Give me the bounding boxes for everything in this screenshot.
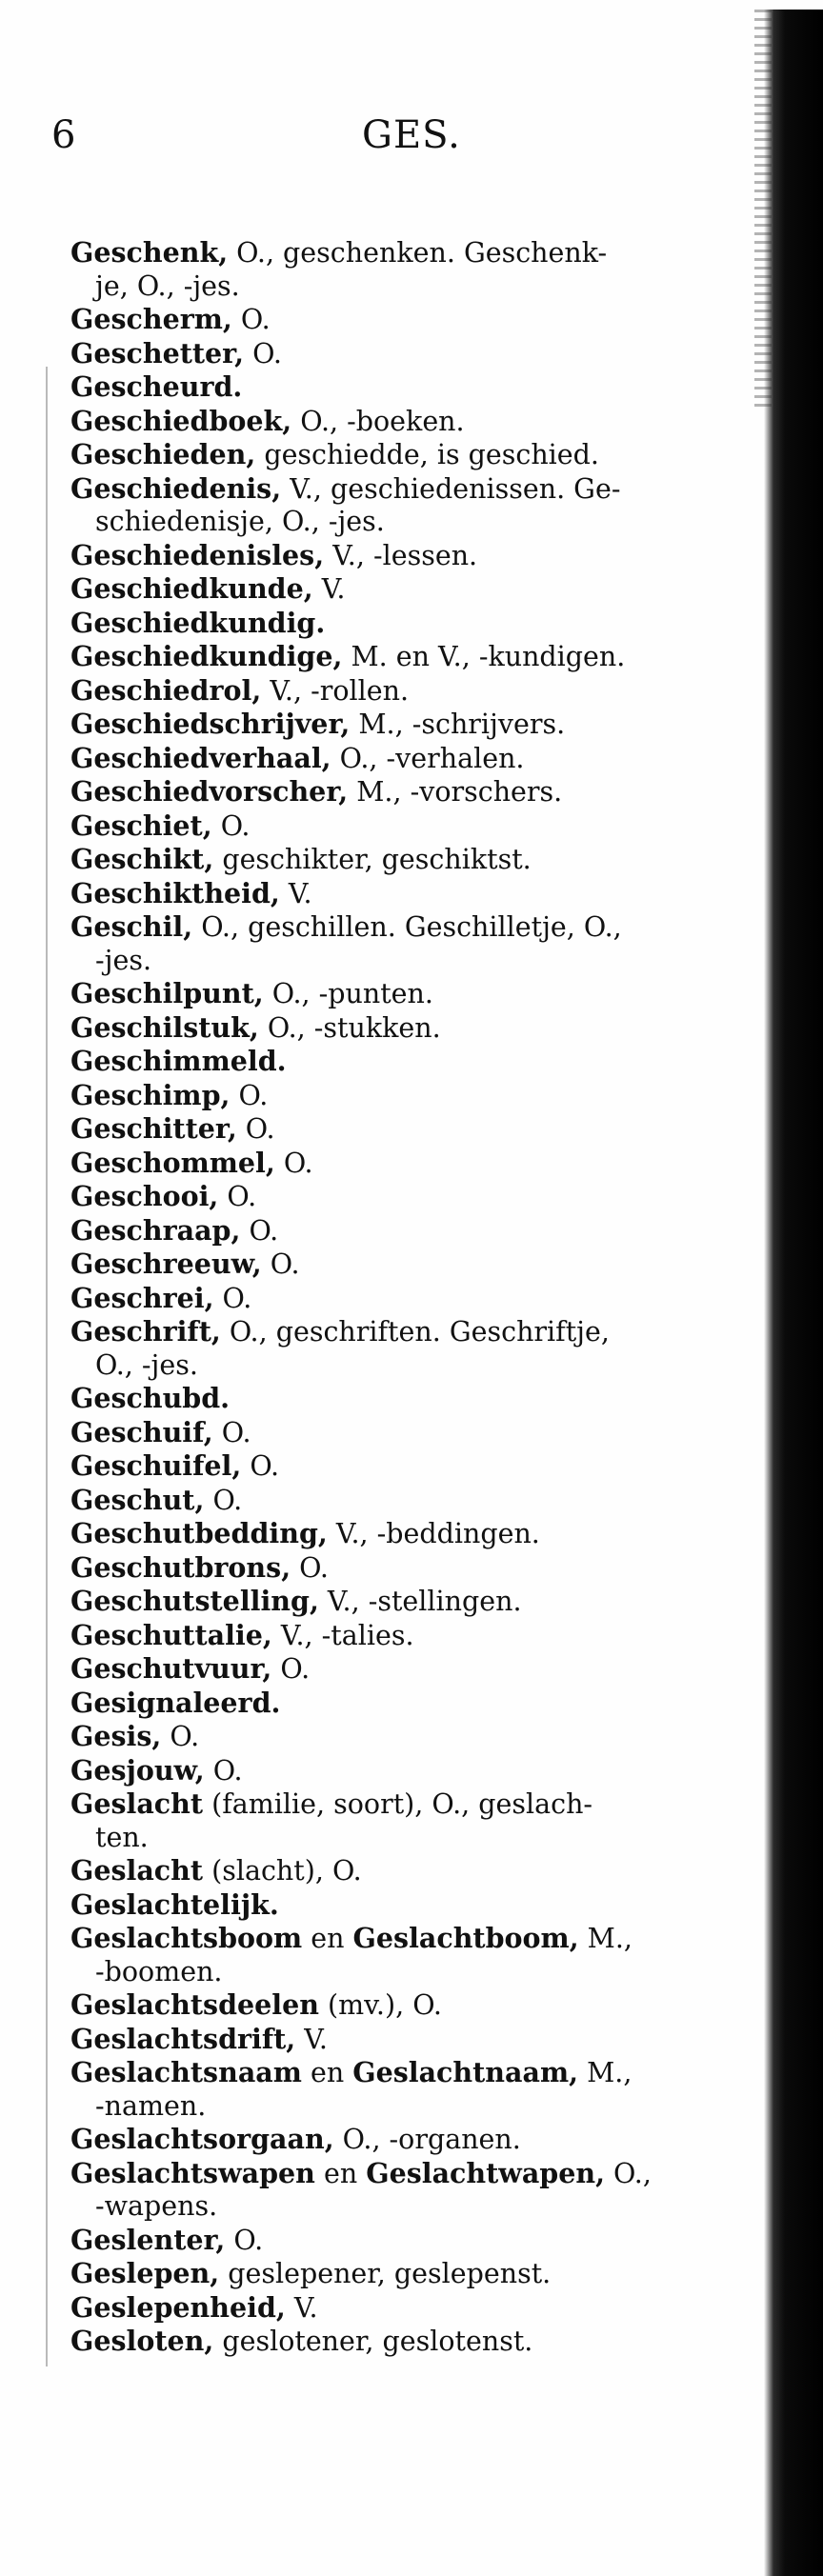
- dictionary-entry: [70, 1315, 756, 1349]
- headword: Geschikt,: [70, 843, 214, 875]
- entry-grammar: O.: [291, 1551, 329, 1584]
- dictionary-entry: [70, 1687, 756, 1721]
- dictionary-entry: [70, 977, 756, 1011]
- entry-grammar: O.: [211, 809, 251, 842]
- headword: Geslachtsdeelen: [70, 1988, 319, 2021]
- headword: Geslachtswapen: [70, 2156, 315, 2189]
- headword: Geslacht: [70, 1787, 204, 1820]
- dictionary-entry: [70, 405, 756, 439]
- headword: Geschil,: [70, 910, 193, 943]
- dictionary-entry: [70, 1922, 756, 1956]
- entry-continuation: [70, 1349, 756, 1383]
- entry-grammar: V., geschiedenissen. Ge-: [281, 472, 621, 505]
- entry-grammar: O.: [231, 304, 271, 335]
- entry-grammar: V., -talies.: [271, 1619, 414, 1651]
- entry-grammar: O., -boeken.: [291, 405, 465, 437]
- headword: Geschenk,: [70, 236, 229, 269]
- entry-continuation: [70, 506, 756, 539]
- entry-grammar: M.,: [578, 1923, 632, 1954]
- entry-grammar: M., -schrijvers.: [350, 709, 566, 740]
- dictionary-entry: [70, 1147, 756, 1181]
- headword: Geslachtelijk.: [70, 1887, 279, 1921]
- margin-line: [46, 367, 48, 2366]
- headword: Geschimmeld.: [70, 1045, 287, 1077]
- entry-continuation: [70, 270, 756, 304]
- entry-grammar: O.: [204, 1754, 243, 1787]
- entry-grammar: O., geschillen. Geschilletje, O.,: [192, 911, 622, 943]
- dictionary-entry: [70, 1585, 756, 1619]
- entry-list: [70, 236, 756, 2359]
- headword: Geschreeuw,: [70, 1248, 262, 1280]
- dictionary-entry: [70, 2291, 756, 2326]
- entry-continuation: [70, 2190, 756, 2224]
- headword: Gesloten,: [70, 2325, 214, 2357]
- dictionary-entry: [70, 1888, 756, 1923]
- entry-grammar: en: [302, 1923, 353, 1954]
- headword: Geschiedkunde,: [70, 572, 313, 605]
- entry-grammar: O.: [218, 1181, 257, 1212]
- continuation-text: -jes.: [95, 944, 152, 976]
- dictionary-entry: [70, 2257, 756, 2291]
- headword: Geschiedenisles,: [70, 538, 325, 571]
- entry-grammar: M. en V., -kundigen.: [342, 641, 626, 672]
- entry-grammar: en: [314, 2157, 367, 2189]
- entry-grammar: O.: [204, 1484, 243, 1516]
- entry-grammar: O., geschriften. Geschriftje,: [220, 1316, 610, 1348]
- entry-grammar: (familie, soort), O., geslach-: [203, 1788, 593, 1820]
- dictionary-entry: [70, 303, 756, 337]
- headword: Geschuifel,: [70, 1449, 242, 1482]
- binding-shadow: [754, 10, 772, 409]
- entry-grammar: O.: [240, 1214, 279, 1247]
- headword: Geslenter,: [70, 2223, 226, 2256]
- dictionary-entry: [70, 2123, 756, 2157]
- headword: Geschooi,: [70, 1180, 219, 1212]
- headword: Geschetter,: [70, 336, 245, 369]
- headword: Geschommel,: [70, 1146, 275, 1179]
- headword: Gescherm,: [70, 303, 232, 335]
- entry-grammar: geschiedde, is geschied.: [255, 439, 599, 470]
- dictionary-entry: [70, 843, 756, 877]
- dictionary-entry: [70, 1045, 756, 1079]
- entry-grammar: O.: [236, 1113, 275, 1145]
- dictionary-entry: [70, 1214, 756, 1248]
- entry-grammar: O.: [212, 1416, 251, 1448]
- headword: Geschuif,: [70, 1415, 213, 1448]
- entry-grammar: O.: [274, 1147, 313, 1179]
- headword: Geschutstelling,: [70, 1585, 319, 1617]
- entry-grammar: V.: [312, 573, 346, 605]
- entry-grammar: geschikter, geschiktst.: [213, 844, 532, 875]
- headword: Geschrei,: [70, 1281, 214, 1314]
- dictionary-entry: [70, 337, 756, 371]
- continuation-text: je, O., -jes.: [95, 270, 240, 302]
- headword: Geschilstuk,: [70, 1010, 259, 1044]
- headword: Geschuttalie,: [70, 1618, 272, 1651]
- dictionary-entry: [70, 2023, 756, 2057]
- headword: Geslepenheid,: [70, 2290, 286, 2324]
- dictionary-entry: [70, 1720, 756, 1754]
- dictionary-entry: [70, 674, 756, 709]
- dictionary-entry: [70, 2224, 756, 2258]
- running-head: GES.: [362, 113, 461, 157]
- dictionary-entry: [70, 438, 756, 472]
- dictionary-entry: [70, 1180, 756, 1214]
- dictionary-entry: [70, 1787, 756, 1822]
- dictionary-entry: [70, 742, 756, 776]
- headword: Gesignaleerd.: [70, 1686, 281, 1719]
- entry-grammar: O.,: [605, 2157, 652, 2189]
- dictionary-entry: [70, 1754, 756, 1788]
- entry-grammar: (slacht), O.: [203, 1855, 362, 1887]
- entry-grammar: geslepener, geslepenst.: [219, 2258, 552, 2289]
- continuation-text: -wapens.: [95, 2190, 218, 2222]
- dictionary-entry: [70, 1282, 756, 1316]
- headword: Geschrift,: [70, 1315, 221, 1348]
- headword: Geschieden,: [70, 438, 256, 470]
- headword: Gescheurd.: [70, 370, 243, 403]
- entry-grammar: V.: [295, 2023, 328, 2055]
- headword: Geschut,: [70, 1483, 205, 1516]
- entry-grammar: en: [301, 2057, 353, 2088]
- dictionary-entry: [70, 1652, 756, 1687]
- entry-grammar: (mv.), O.: [318, 1989, 442, 2021]
- headword: Geschilpunt,: [70, 977, 264, 1009]
- entry-grammar: O., -verhalen.: [331, 742, 525, 774]
- entry-grammar: V., -lessen.: [324, 539, 478, 571]
- headword: Geschiktheid,: [70, 876, 280, 909]
- dictionary-entry: [70, 1988, 756, 2023]
- entry-continuation: [70, 1956, 756, 1989]
- continuation-text: schiedenisje, O., -jes.: [95, 506, 385, 537]
- continuation-text: O., -jes.: [95, 1348, 198, 1381]
- entry-grammar: O., -stukken.: [258, 1011, 441, 1044]
- entry-grammar: V.: [279, 877, 312, 909]
- dictionary-entry: [70, 1112, 756, 1147]
- continuation-text: -namen.: [95, 2089, 207, 2122]
- dictionary-entry: [70, 572, 756, 607]
- dictionary-entry: [70, 2157, 756, 2191]
- entry-grammar: V., -beddingen.: [327, 1518, 540, 1549]
- binding-edge: [764, 10, 823, 2576]
- headword: Geslachtsorgaan,: [70, 2123, 334, 2155]
- headword: Geslachtsdrift,: [70, 2022, 296, 2055]
- dictionary-entry: [70, 809, 756, 844]
- entry-grammar: O., geschenken. Geschenk-: [228, 237, 608, 269]
- entry-grammar: O.: [244, 337, 282, 369]
- headword: Gesis,: [70, 1720, 162, 1752]
- headword: Geschiedkundig.: [70, 606, 326, 639]
- entry-grammar: O.: [213, 1282, 252, 1314]
- dictionary-entry: [70, 1079, 756, 1113]
- headword: Geschiedkundige,: [70, 640, 343, 672]
- entry-grammar: O.: [161, 1721, 200, 1752]
- entry-grammar: O., -punten.: [263, 978, 433, 1009]
- dictionary-entry: [70, 1416, 756, 1450]
- dictionary-entry: [70, 1551, 756, 1586]
- dictionary-entry: [70, 1854, 756, 1888]
- headword-variant: Geslachtnaam,: [352, 2056, 579, 2088]
- headword-variant: Geslachtwapen,: [366, 2156, 605, 2189]
- entry-grammar: geslotener, geslotenst.: [213, 2326, 533, 2357]
- entry-grammar: M.,: [578, 2057, 632, 2088]
- headword: Geslachtsboom: [70, 1922, 303, 1954]
- headword: Geschubd.: [70, 1382, 231, 1414]
- headword: Geschiedrol,: [70, 673, 262, 707]
- dictionary-entry: [70, 236, 756, 270]
- entry-grammar: O.: [241, 1450, 280, 1482]
- headword: Geschiet,: [70, 809, 212, 842]
- dictionary-entry: [70, 607, 756, 641]
- dictionary-entry: [70, 370, 756, 405]
- entry-grammar: O.: [261, 1248, 300, 1280]
- dictionary-entry: [70, 1382, 756, 1416]
- entry-continuation: [70, 2090, 756, 2124]
- dictionary-entry: [70, 877, 756, 911]
- dictionary-entry: [70, 1011, 756, 1046]
- entry-grammar: O., -organen.: [333, 2124, 521, 2155]
- dictionary-entry: [70, 1517, 756, 1551]
- dictionary-entry: [70, 775, 756, 809]
- dictionary-entry: [70, 640, 756, 674]
- headword: Geschitter,: [70, 1112, 237, 1145]
- headword: Geslepen,: [70, 2257, 220, 2289]
- headword: Geschiedboek,: [70, 404, 292, 437]
- continuation-text: -boomen.: [95, 1955, 223, 1987]
- dictionary-entry: [70, 1619, 756, 1653]
- dictionary-entry: [70, 2056, 756, 2090]
- dictionary-entry: [70, 539, 756, 573]
- headword: Geschiedenis,: [70, 471, 282, 505]
- page-number: 6: [51, 113, 76, 157]
- entry-grammar: V., -rollen.: [261, 674, 410, 707]
- dictionary-entry: [70, 1484, 756, 1518]
- dictionary-entry: [70, 472, 756, 507]
- dictionary-entry: [70, 2325, 756, 2359]
- headword: Geslacht: [70, 1854, 204, 1887]
- headword-variant: Geslachtboom,: [352, 1922, 579, 1954]
- dictionary-entry: [70, 1248, 756, 1282]
- entry-grammar: O.: [271, 1653, 311, 1685]
- headword: Geschutbedding,: [70, 1517, 328, 1549]
- dictionary-entry: [70, 1449, 756, 1484]
- entry-grammar: V., -stellingen.: [318, 1586, 522, 1617]
- headword: Geschiedvorscher,: [70, 775, 349, 808]
- continuation-text: ten.: [95, 1821, 149, 1853]
- entry-grammar: M., -vorschers.: [348, 776, 563, 808]
- dictionary-entry: [70, 910, 756, 945]
- headword: Geschimp,: [70, 1078, 231, 1111]
- entry-continuation: [70, 945, 756, 978]
- headword: Geschutbrons,: [70, 1550, 291, 1584]
- headword: Gesjouw,: [70, 1753, 205, 1787]
- entry-grammar: V.: [285, 2291, 318, 2324]
- headword: Geschraap,: [70, 1213, 241, 1247]
- entry-continuation: [70, 1822, 756, 1855]
- headword: Geschutvuur,: [70, 1652, 272, 1685]
- entry-grammar: O.: [230, 1079, 269, 1111]
- headword: Geschiedschrijver,: [70, 708, 351, 740]
- entry-grammar: O.: [225, 2224, 264, 2256]
- dictionary-entry: [70, 708, 756, 742]
- headword: Geslachtsnaam: [70, 2056, 302, 2088]
- headword: Geschiedverhaal,: [70, 741, 331, 774]
